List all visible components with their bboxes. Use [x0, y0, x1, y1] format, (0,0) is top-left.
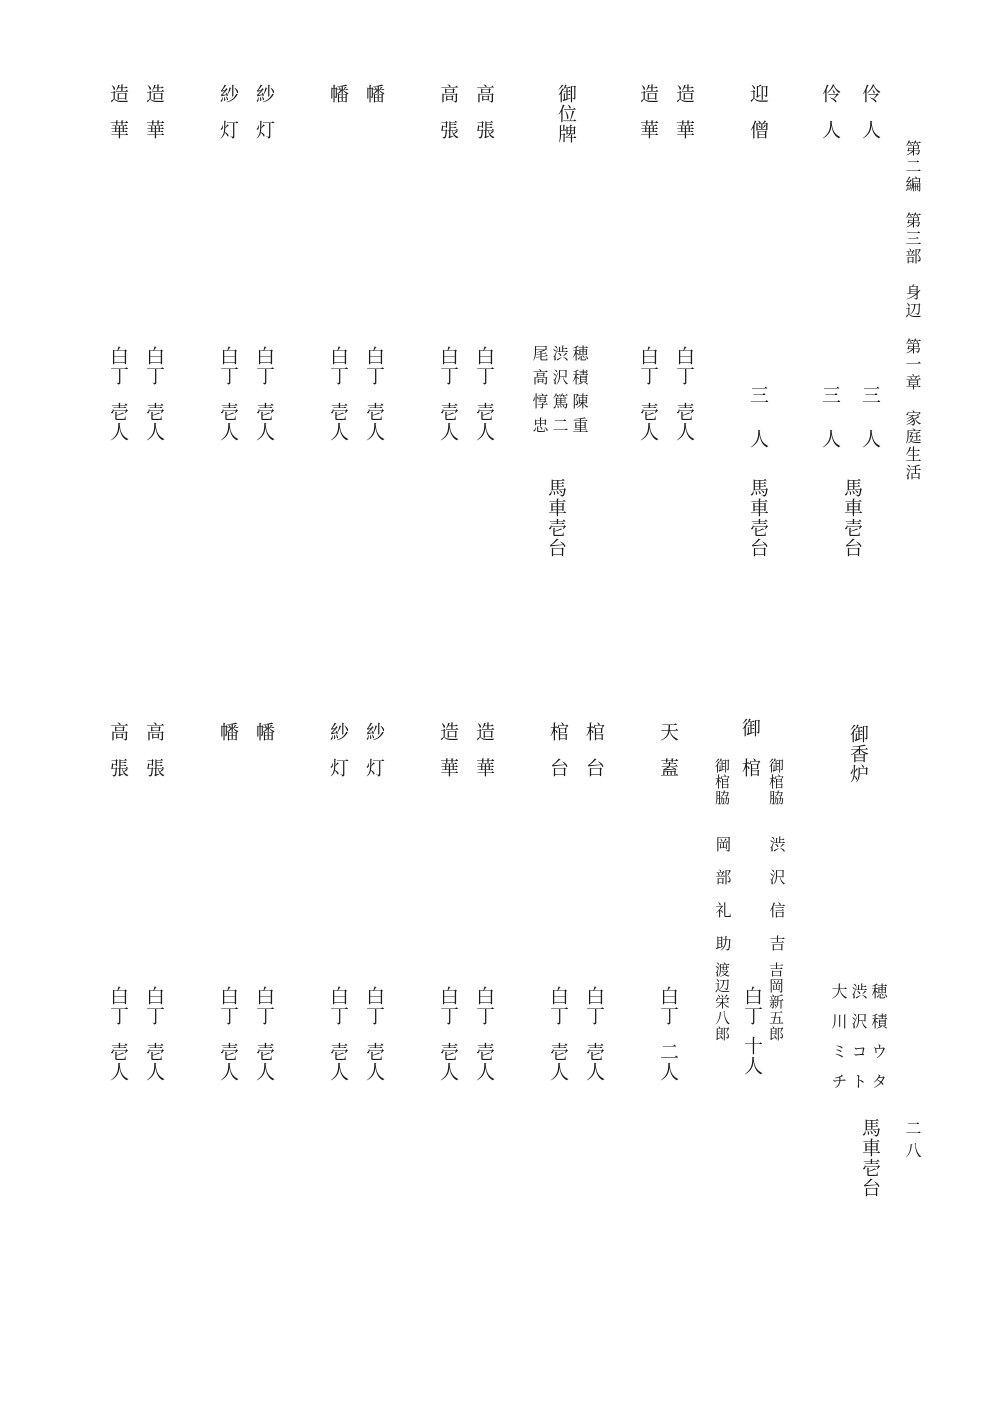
kanwaki-name-2: 岡部礼助	[713, 836, 732, 968]
ichinin-6b: 壱人	[547, 1042, 569, 1082]
kouro-name-3: 大川ミチ	[829, 983, 848, 1103]
label-hata-bottom-b: 幡	[217, 722, 239, 758]
ichinin-1b: 壱人	[637, 402, 659, 442]
cart-reijin: 馬車壱台	[841, 478, 863, 558]
ichinin-9a: 壱人	[253, 1042, 275, 1082]
label-shatou-b: 紗灯	[217, 84, 239, 156]
ichinin-6a: 壱人	[583, 1042, 605, 1082]
hakucho-3a: 白丁	[363, 346, 385, 386]
hakucho-10a: 白丁	[143, 986, 165, 1026]
label-shatou-a: 紗灯	[253, 84, 275, 156]
label-hata-b: 幡	[327, 84, 349, 120]
label-zoka-7a: 造華	[473, 722, 495, 794]
label-gokan-kan: 棺	[739, 758, 761, 778]
ihai-name-3: 尾高惇忠	[530, 345, 549, 441]
label-takahari-bottom-b: 高張	[107, 722, 129, 794]
label-reijin-a: 伶人	[859, 84, 881, 156]
ichinin-2b: 壱人	[437, 402, 459, 442]
ichinin-1a: 壱人	[673, 402, 695, 442]
ichinin-10a: 壱人	[143, 1042, 165, 1082]
count-reijin-a: 三人	[859, 385, 881, 473]
label-reijin-b: 伶人	[819, 84, 841, 156]
cart-geiso: 馬車壱台	[747, 478, 769, 558]
ichinin-7b: 壱人	[437, 1042, 459, 1082]
ichinin-9b: 壱人	[217, 1042, 239, 1082]
hakucho-5a: 白丁	[143, 346, 165, 386]
label-goihai: 御位牌	[555, 84, 577, 144]
label-shatou-bottom-b: 紗灯	[327, 722, 349, 794]
ichinin-7a: 壱人	[473, 1042, 495, 1082]
hakucho-4a: 白丁	[253, 346, 275, 386]
ichinin-8b: 壱人	[327, 1042, 349, 1082]
label-zoka-1a: 造華	[673, 84, 695, 156]
label-tengai: 天蓋	[657, 722, 679, 794]
count-geiso: 三人	[747, 385, 769, 473]
tengai-hakucho: 白丁	[657, 986, 679, 1026]
hakucho-2b: 白丁	[437, 346, 459, 386]
gokan-hakucho: 白丁	[741, 986, 763, 1026]
label-gokan-mi: 御	[739, 718, 761, 738]
ichinin-10b: 壱人	[107, 1042, 129, 1082]
ichinin-8a: 壱人	[363, 1042, 385, 1082]
hakucho-7b: 白丁	[437, 986, 459, 1026]
ichinin-2a: 壱人	[473, 402, 495, 442]
ichinin-5b: 壱人	[107, 402, 129, 442]
hakucho-4b: 白丁	[217, 346, 239, 386]
hakucho-1b: 白丁	[637, 346, 659, 386]
page-number: 二八	[903, 1120, 922, 1164]
gokan-count: 十人	[741, 1036, 763, 1076]
label-zoka-5a: 造華	[143, 84, 165, 156]
label-shatou-bottom-a: 紗灯	[363, 722, 385, 794]
kanwaki-name-1: 渋沢信吉	[767, 836, 786, 968]
cart-ihai: 馬車壱台	[545, 478, 567, 558]
hakucho-2a: 白丁	[473, 346, 495, 386]
kanwaki-a: 御棺脇	[767, 758, 785, 806]
label-kandai-b: 棺台	[547, 722, 569, 794]
kanwaki-b: 御棺脇	[713, 758, 731, 806]
hakucho-7a: 白丁	[473, 986, 495, 1026]
ichinin-3a: 壱人	[363, 402, 385, 442]
label-gokouro: 御香炉	[847, 724, 869, 784]
label-takahari-b: 高張	[437, 84, 459, 156]
hakucho-8a: 白丁	[363, 986, 385, 1026]
label-geiso: 迎僧	[747, 84, 769, 156]
ichinin-4a: 壱人	[253, 402, 275, 442]
hakucho-8b: 白丁	[327, 986, 349, 1026]
hakucho-6b: 白丁	[547, 986, 569, 1026]
kouro-name-1: 穂積ウタ	[869, 983, 888, 1103]
hakucho-5b: 白丁	[107, 346, 129, 386]
running-header: 第二編 第三部 身辺 第一章 家庭生活	[903, 140, 922, 482]
kouro-name-2: 渋沢コト	[849, 983, 868, 1103]
count-reijin-b: 三人	[819, 385, 841, 473]
kanwaki-name-4: 渡辺栄八郎	[713, 962, 731, 1042]
tengai-count: 二人	[657, 1042, 679, 1082]
label-kandai-a: 棺台	[583, 722, 605, 794]
label-zoka-7b: 造華	[437, 722, 459, 794]
kanwaki-name-3: 吉岡新五郎	[767, 962, 785, 1042]
ichinin-4b: 壱人	[217, 402, 239, 442]
label-hata-bottom-a: 幡	[253, 722, 275, 758]
ihai-name-1: 穂積陳重	[570, 345, 589, 441]
hakucho-3b: 白丁	[327, 346, 349, 386]
hakucho-9b: 白丁	[217, 986, 239, 1026]
label-zoka-5b: 造華	[107, 84, 129, 156]
hakucho-10b: 白丁	[107, 986, 129, 1026]
hakucho-6a: 白丁	[583, 986, 605, 1026]
ichinin-3b: 壱人	[327, 402, 349, 442]
label-takahari-a: 高張	[473, 84, 495, 156]
cart-kouro: 馬車壱台	[859, 1118, 881, 1198]
ichinin-5a: 壱人	[143, 402, 165, 442]
hakucho-1a: 白丁	[673, 346, 695, 386]
label-zoka-1b: 造華	[637, 84, 659, 156]
ihai-name-2: 渋沢篤二	[550, 345, 569, 441]
hakucho-9a: 白丁	[253, 986, 275, 1026]
label-takahari-bottom-a: 高張	[143, 722, 165, 794]
label-hata-a: 幡	[363, 84, 385, 120]
